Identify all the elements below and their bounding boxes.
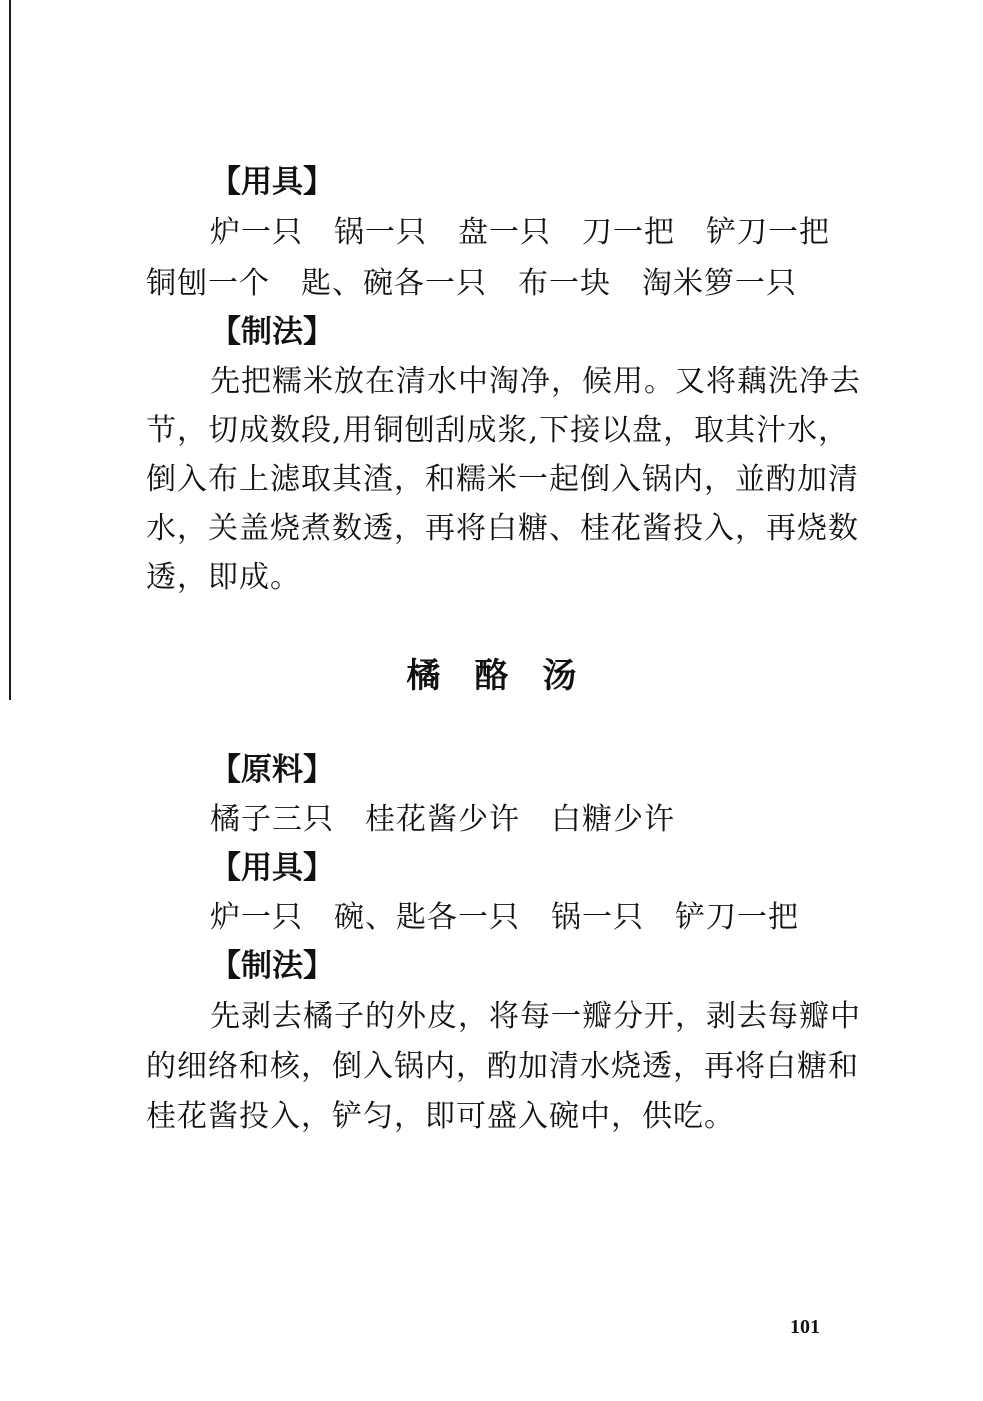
method-line-4: 水，关盖烧煮数透，再将白糖、桂花酱投入，再烧数	[146, 511, 859, 546]
binding-edge-line	[9, 0, 11, 700]
ingredients-line: 橘子三只 桂花酱少许 白糖少许	[210, 802, 675, 837]
ingredients-heading: 【原料】	[210, 752, 334, 788]
method2-line-2: 的细络和核，倒入锅内，酌加清水烧透，再将白糖和	[146, 1049, 859, 1084]
tools-line-2: 铜刨一个 匙、碗各一只 布一块 淘米箩一只	[146, 266, 797, 301]
recipe-title: 橘酪汤	[406, 656, 611, 696]
tools-line-3: 炉一只 碗、匙各一只 锅一只 铲刀一把	[210, 900, 799, 935]
method-heading-2: 【制法】	[210, 948, 334, 984]
tools-heading: 【用具】	[210, 164, 334, 200]
page-number: 101	[790, 1316, 820, 1338]
method-line-1: 先把糯米放在清水中淘净，候用。又将藕洗净去	[210, 364, 861, 399]
tools-line-1: 炉一只 锅一只 盘一只 刀一把 铲刀一把	[210, 215, 830, 250]
method-heading: 【制法】	[210, 314, 334, 350]
method-line-5: 透，即成。	[146, 560, 301, 595]
method2-line-1: 先剥去橘子的外皮，将每一瓣分开，剥去每瓣中	[210, 999, 861, 1034]
method-line-3: 倒入布上滤取其渣，和糯米一起倒入锅内，並酌加清	[146, 462, 859, 497]
method2-line-3: 桂花酱投入，铲匀，即可盛入碗中，供吃。	[146, 1099, 735, 1134]
method-line-2: 节，切成数段,用铜刨刮成浆,下接以盘，取其汁水，	[146, 413, 850, 448]
tools-heading-2: 【用具】	[210, 850, 334, 886]
